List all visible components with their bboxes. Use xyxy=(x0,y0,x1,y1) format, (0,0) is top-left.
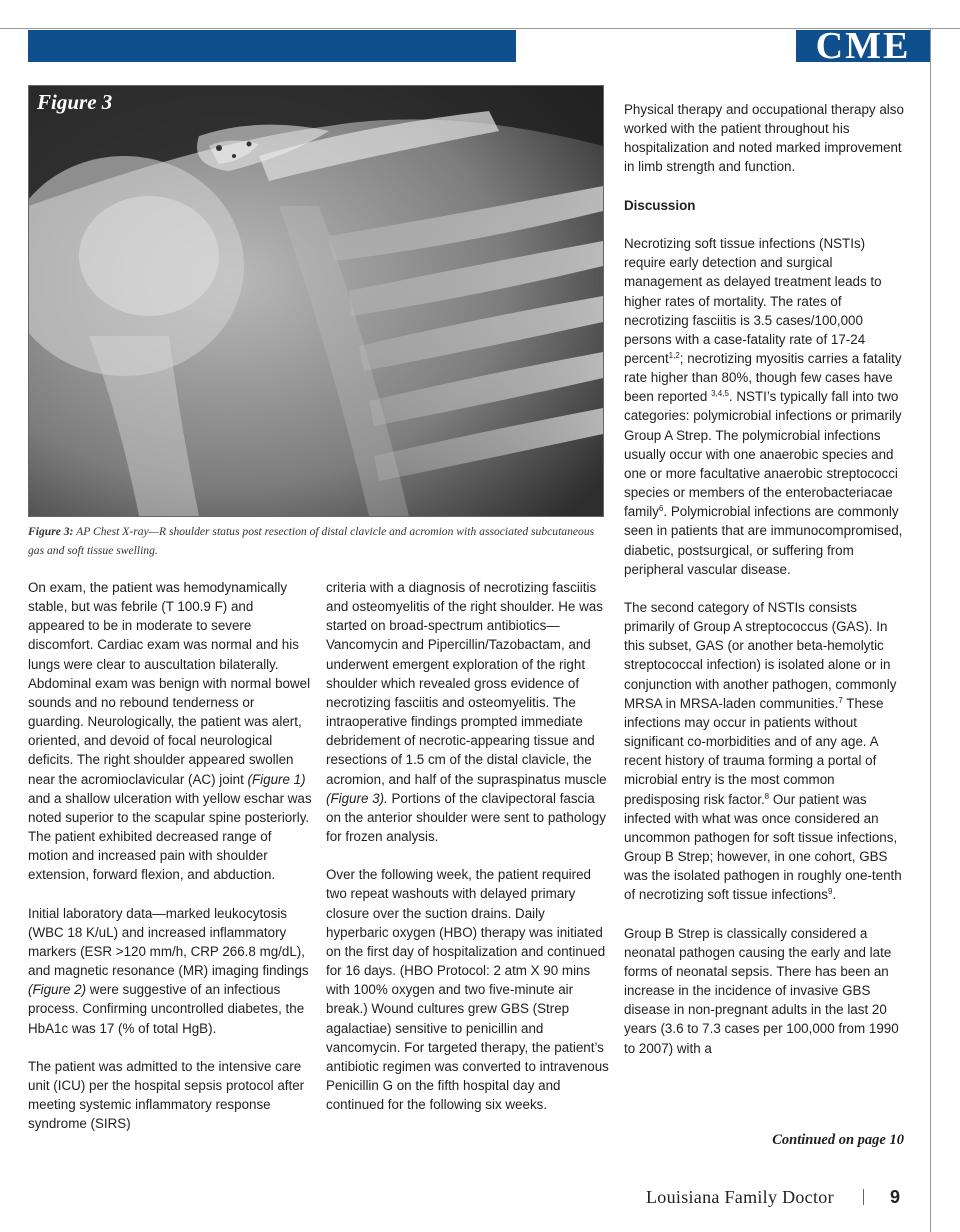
column-1 xyxy=(28,578,312,1134)
figure-xray-image xyxy=(28,85,604,517)
text-run: The second category of NSTIs consists primarily of Group A streptococcus (GAS). In this subset, GAS (or another beta-hemolytic streptococcal infection) is isolated alone or in conjunction with another pathogen, commonly MRSA in MRSA-laden communities. xyxy=(624,600,897,711)
caption-lead: Figure 3: xyxy=(28,525,74,538)
paragraph: Over the following week, the patient required two repeat washouts with delayed primary closure over the suction drains. Daily hyperbaric oxygen (HBO) therapy was initiated on the first day of hospitalization and continued for 16 days. (HBO Protocol: 2 atm X 90 mins with 100% oxygen and two five-minute air break.) Wound cultures grew GBS (Strep agalactiae) sensitive to penicillin and vancomycin. For targeted therapy, the patient’s antibiotic regimen was converted to intravenous Penicillin G on the fifth hospital day and continued for the following six weeks. xyxy=(326,867,609,1113)
figure-reference: (Figure 3). xyxy=(326,790,388,806)
continued-link[interactable]: Continued on page 10 xyxy=(772,1132,904,1148)
section-heading: Discussion xyxy=(624,197,696,213)
figure-label: Figure 3 xyxy=(37,90,113,114)
text-run: These infections may occur in patients without significant co-morbidities and of any age. A recent history of trauma forming a portal of microbial entry is the most common predisposing risk factor. xyxy=(624,695,884,807)
column-2 xyxy=(326,578,610,1114)
cme-logo: CME xyxy=(796,30,930,62)
paragraph xyxy=(624,234,906,579)
xray-illustration xyxy=(29,86,603,516)
text-run: Portions of the clavipectoral fascia on the anterior shoulder were sent to pathology for frozen analysis. xyxy=(326,790,606,845)
citation-superscript: 7 xyxy=(838,695,843,705)
publication-name: Louisiana Family Doctor xyxy=(646,1187,834,1207)
text-run: . NSTI’s typically fall into two categories: polymicrobial infections or primarily Group A Strep. The polymicrobial infections usually occur with one anaerobic species and one or more facultative anaerobic streptococci species or members of the enterobacteriacae family xyxy=(624,389,902,520)
text-run: . xyxy=(832,887,837,903)
footer-separator xyxy=(863,1189,864,1205)
citation-superscript: 1,2 xyxy=(668,351,680,360)
text-run: Our patient was infected with what was once considered an uncommon pathogen for soft tissue infections, Group B Strep; however, in one cohort, GBS was the isolated pathogen in roughly one-tenth of necrotizing soft tissue infections xyxy=(624,791,902,903)
side-rule xyxy=(930,28,931,1232)
paragraph xyxy=(326,578,610,846)
citation-superscript: 6 xyxy=(658,504,664,514)
paragraph: Physical therapy and occupational therapy also worked with the patient throughout his hospitalization and noted marked improvement in limb strength and function. xyxy=(624,102,904,175)
figure-caption xyxy=(28,522,606,560)
citation-superscript: 8 xyxy=(764,791,770,801)
text-run: were suggestive of an infectious process. Confirming uncontrolled diabetes, the HbA1c was 17 (% of total HgB). xyxy=(28,982,305,1036)
paragraph xyxy=(624,598,906,905)
paragraph xyxy=(28,578,312,885)
figure-reference: (Figure 1) xyxy=(247,771,306,787)
text-run: Initial laboratory data—marked leukocytosis (WBC 18 K/uL) and increased inflammatory markers (ESR >120 mm/h, CRP 266.8 mg/dL), and magnetic resonance (MR) imaging findings xyxy=(28,905,309,979)
figure-reference: (Figure 2) xyxy=(28,982,87,998)
text-run: criteria with a diagnosis of necrotizing fasciitis and osteomyelitis of the right shoulder. He was started on broad-spectrum antibiotics—Vancomycin and Pipercillin/Tazobactam, and underwent emergent exploration of the right shoulder which revealed gross evidence of necrotizing fasciitis and osteomyelitis. The intraoperative findings prompted immediate debridement of necrotic-appearing tissue and resections of 1.5 cm of the distal clavicle, the acromion, and half of the supraspinatus muscle xyxy=(326,580,607,787)
paragraph xyxy=(28,904,312,1038)
paragraph: The patient was admitted to the intensive care unit (ICU) per the hospital sepsis protocol after meeting systemic inflammatory response syndrome (SIRS) xyxy=(28,1058,305,1132)
text-run: On exam, the patient was hemodynamically stable, but was febrile (T 100.9 F) and appeared to be in moderate to severe discomfort. Cardiac exam was normal and his lungs were clear to auscultation bilaterally. Abdominal exam was benign with normal bowel sounds and no rebound tenderness or guarding. Neurologically, the patient was alert, oriented, and devoid of focal neurological deficits. The right shoulder appeared swollen near the acromioclavicular (AC) joint xyxy=(28,580,311,787)
header-bar xyxy=(28,30,516,62)
citation-superscript: 3,4,5 xyxy=(711,389,729,399)
text-run: and a shallow ulceration with yellow eschar was noted superior to the scapular spine posteriorly. The patient exhibited decreased range of motion and increased pain with shoulder extension, forward flexion, and abduction. xyxy=(28,790,312,883)
page-number: 9 xyxy=(890,1187,901,1207)
citation-superscript: 9 xyxy=(827,887,833,897)
column-3 xyxy=(624,100,906,1058)
text-run: Necrotizing soft tissue infections (NSTIs) require early detection and surgical management as delayed treatment leads to higher rates of mortality. The rates of necrotizing fasciitis is 3.5 cases/100,000 persons with a case-fatality rate of 17-24 percent xyxy=(624,236,882,366)
top-rule xyxy=(0,28,960,29)
caption-text: AP Chest X-ray—R shoulder status post resection of distal clavicle and acromion with associated subcutaneous gas and soft tissue swelling. xyxy=(28,525,595,557)
text-run: ; necrotizing myositis carries a fatality rate higher than 80%, though few cases have been reported xyxy=(624,351,902,405)
text-run: . Polymicrobial infections are commonly seen in patients that are immunocompromised, diabetic, postsurgical, or suffering from peripheral vascular disease. xyxy=(624,504,903,577)
paragraph: Group B Strep is classically considered a neonatal pathogen causing the early and late forms of neonatal sepsis. There has been an increase in the incidence of invasive GBS disease in non-pregnant adults in the last 20 years (3.6 to 7.3 cases per 100,000 from 1990 to 2007) with a xyxy=(624,925,899,1056)
